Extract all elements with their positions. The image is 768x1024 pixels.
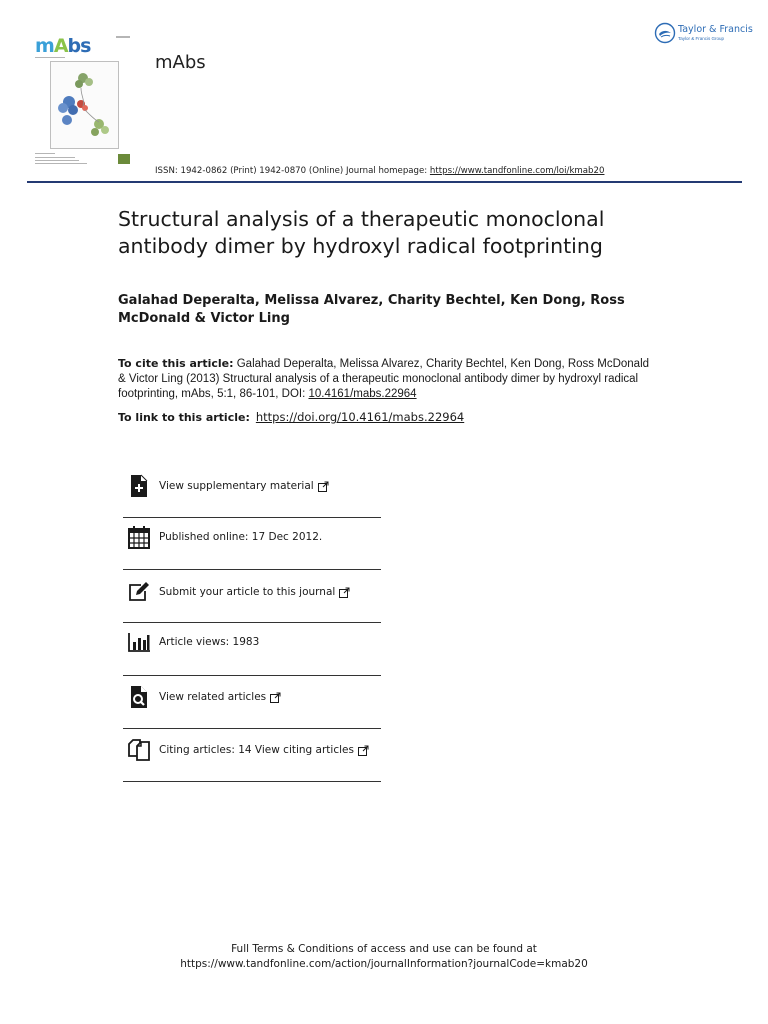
calendar-icon [127,525,151,549]
citing-articles-icon [127,738,151,762]
info-item-citing[interactable] [123,730,381,770]
cover-fine-print [116,36,130,38]
footer-line-1: Full Terms & Conditions of access and use can be found at [231,943,537,955]
cover-fine-print [35,153,55,154]
cite-label: To cite this article: [118,357,234,370]
cover-publisher-badge [118,154,130,164]
info-item-supplementary[interactable] [123,466,381,506]
info-item-label: Article views: 1983 [159,636,260,648]
header-rule [27,181,742,183]
search-document-icon [127,685,151,709]
article-title: Structural analysis of a therapeutic monoclonal antibody dimer by hydroxyl radical footprinting [118,207,605,258]
info-item-label: Citing articles: 14 View citing articles [159,744,369,756]
info-item-label: Submit your article to this journal [159,586,350,598]
info-item-submit[interactable] [123,572,381,612]
info-item-views [123,622,381,662]
cover-fine-print [35,157,75,158]
doi-link[interactable]: 10.4161/mabs.22964 [308,388,417,400]
cite-text: Galahad Deperalta, Melissa Alvarez, Charity Bechtel, Ken Dong, Ross McDonald & Victor Ling (2013) Structural analysis of a therapeutic monoclonal antibody dimer by hydroxyl radical footprinting, mAbs, 5:1, 86-101, DOI: [118,358,650,400]
info-item-label: View related articles [159,691,281,703]
terms-link[interactable]: https://www.tandfonline.com/action/journalInformation?journalCode=kmab20 [180,958,588,970]
info-item-published [123,517,381,557]
info-item-label: View supplementary material [159,480,329,492]
info-item-related[interactable] [123,677,381,717]
divider [123,569,381,570]
link-label: To link to this article: [118,411,250,424]
publisher-logo[interactable] [654,22,753,46]
citation-block [118,356,658,402]
cover-fine-print [35,57,65,58]
cover-fine-print [35,163,87,164]
info-item-label: Published online: 17 Dec 2012. [159,531,323,543]
publisher-group: Taylor & Francis Group [678,36,725,41]
journal-cover-thumbnail [33,33,133,169]
supplementary-file-icon [127,474,151,498]
article-authors: Galahad Deperalta, Melissa Alvarez, Charity Bechtel, Ken Dong, Ross McDonald & Victor Ling [118,293,625,326]
cover-protein-illustration [50,61,119,149]
divider [123,728,381,729]
external-link-icon [339,587,350,598]
bar-chart-icon [127,630,151,654]
issn-line [155,166,604,176]
publisher-emblem-icon [654,22,676,44]
journal-name: mAbs [155,52,206,73]
external-link-icon [318,481,329,492]
external-link-icon [270,692,281,703]
article-link-line [118,410,464,424]
terms-footer [0,942,768,972]
journal-homepage-link[interactable]: https://www.tandfonline.com/loi/kmab20 [429,166,605,176]
divider [123,781,381,782]
issn-text: ISSN: 1942-0862 (Print) 1942-0870 (Online) Journal homepage: [155,166,430,176]
cover-fine-print [35,160,79,161]
divider [123,675,381,676]
external-link-icon [358,745,369,756]
edit-icon [127,580,151,604]
article-doi-url[interactable]: https://doi.org/10.4161/mabs.22964 [255,410,465,424]
publisher-name: Taylor & Francis [678,24,753,35]
cover-logo: mAbs [35,35,91,57]
